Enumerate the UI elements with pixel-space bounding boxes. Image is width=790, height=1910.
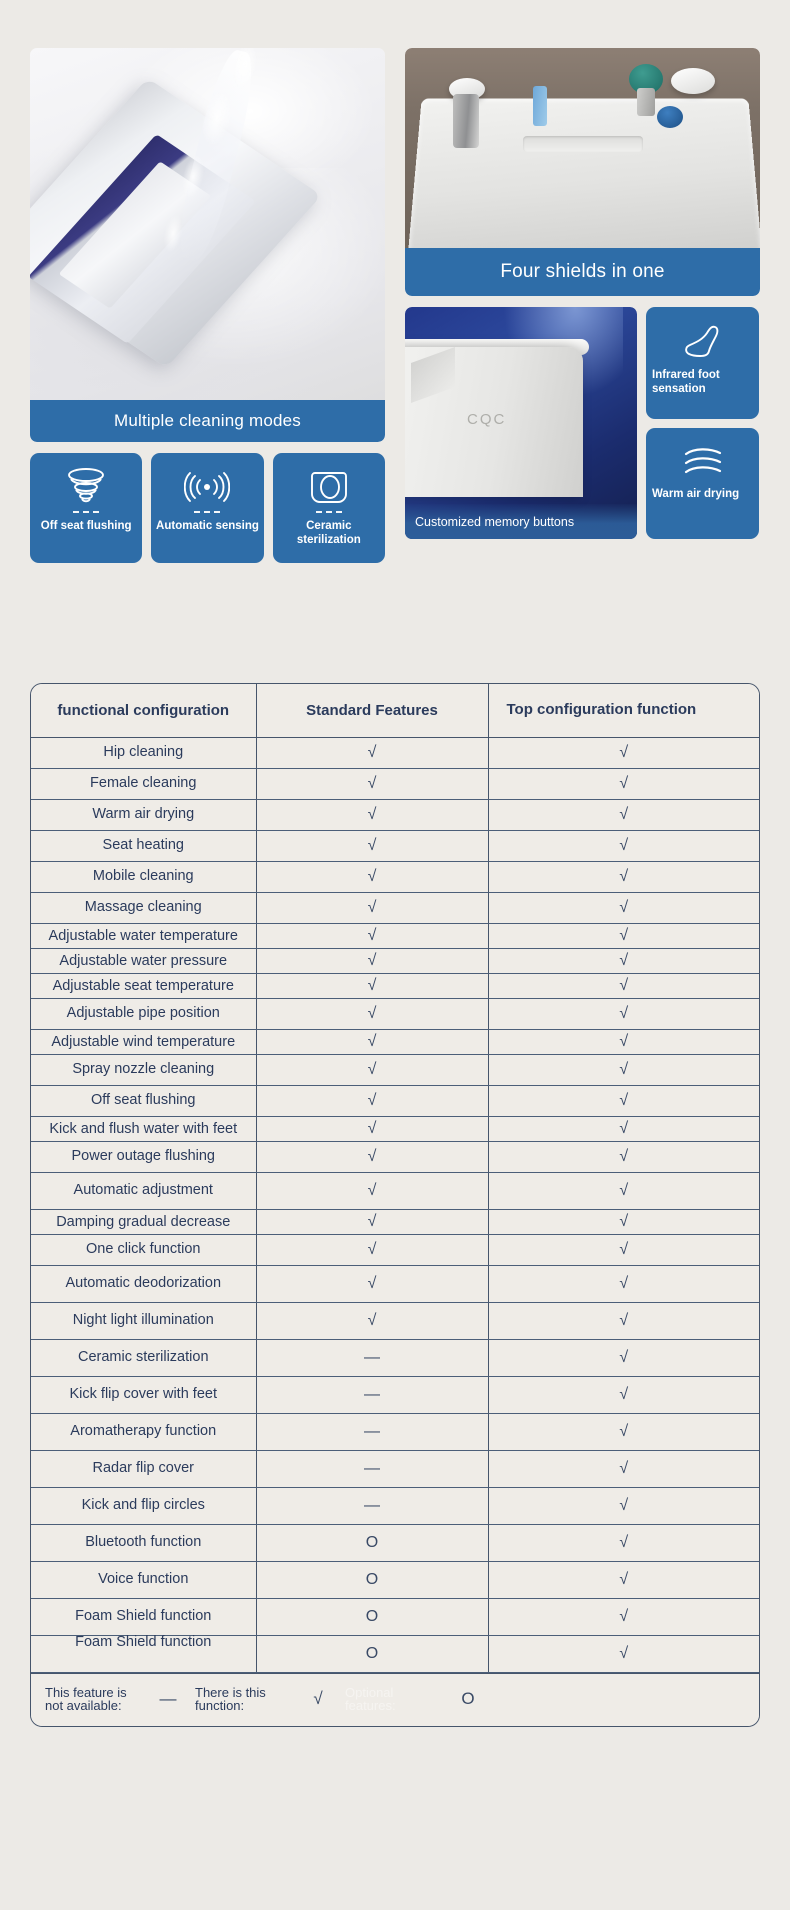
gallery-right-lower — [405, 307, 760, 539]
cell-top-configuration-mark: √ — [488, 892, 759, 923]
valve-body-left — [453, 94, 479, 148]
table-row — [31, 1302, 759, 1339]
cell-feature-name: Adjustable seat temperature — [31, 973, 256, 998]
comparison-table — [31, 684, 759, 1673]
foot-icon — [679, 321, 727, 368]
cell-feature-name: One click function — [31, 1234, 256, 1265]
cell-standard-feature-mark: — — [256, 1339, 488, 1376]
cell-top-configuration-mark: √ — [488, 768, 759, 799]
cell-standard-feature-mark: √ — [256, 1029, 488, 1054]
cell-feature-name: Automatic adjustment — [31, 1172, 256, 1209]
table-legend — [31, 1673, 759, 1726]
cell-top-configuration-mark: √ — [488, 948, 759, 973]
cell-top-configuration-mark: √ — [488, 1085, 759, 1116]
cell-top-configuration-mark: √ — [488, 1172, 759, 1209]
tile-divider — [73, 511, 99, 513]
caption-four-shields-in-one: Four shields in one — [405, 248, 760, 296]
gallery-left-column — [30, 48, 385, 563]
photo-multiple-cleaning-modes — [30, 48, 385, 400]
cell-standard-feature-mark: O — [256, 1598, 488, 1635]
cell-standard-feature-mark: √ — [256, 1054, 488, 1085]
cell-feature-name: Foam Shield function — [31, 1598, 256, 1635]
table-row — [31, 799, 759, 830]
cell-top-configuration-mark: √ — [488, 830, 759, 861]
legend-label-unavailable: This feature is not available: — [45, 1684, 127, 1713]
tile-label-ceramic-sterilization: Ceramic sterilization — [296, 520, 361, 547]
cell-top-configuration-mark: √ — [488, 1302, 759, 1339]
cell-standard-feature-mark: — — [256, 1487, 488, 1524]
toilet-seat-icon — [308, 465, 350, 509]
cell-standard-feature-mark: √ — [256, 1172, 488, 1209]
tile-automatic-sensing[interactable] — [151, 453, 263, 563]
cell-feature-name-text: Foam Shield function — [75, 1634, 212, 1651]
cell-feature-name: Kick and flip circles — [31, 1487, 256, 1524]
table-row — [31, 1054, 759, 1085]
cell-standard-feature-mark: √ — [256, 1116, 488, 1141]
cell-top-configuration-mark: √ — [488, 1487, 759, 1524]
cqc-emboss-text: CQC — [467, 411, 507, 428]
table-row — [31, 1209, 759, 1234]
legend-label-optional: Optional features: — [345, 1684, 396, 1713]
air-waves-icon — [678, 442, 728, 487]
tile-label-infrared-foot-sensation: Infrared foot sensation — [652, 369, 720, 396]
feature-tiles-right — [646, 307, 759, 539]
cell-standard-feature-mark: √ — [256, 1209, 488, 1234]
cell-standard-feature-mark: √ — [256, 768, 488, 799]
cell-top-configuration-mark: √ — [488, 1561, 759, 1598]
cell-top-configuration-mark: √ — [488, 1029, 759, 1054]
photo-four-shields-in-one — [405, 48, 760, 248]
wave-sensor-icon — [184, 465, 230, 509]
cell-standard-feature-mark: √ — [256, 1302, 488, 1339]
caption-multiple-cleaning-modes: Multiple cleaning modes — [30, 400, 385, 442]
card-customized-memory-buttons — [405, 307, 637, 539]
tile-label-automatic-sensing: Automatic sensing — [156, 520, 259, 532]
cell-feature-name: Adjustable water pressure — [31, 948, 256, 973]
cell-feature-name: Aromatherapy function — [31, 1413, 256, 1450]
table-row — [31, 1085, 759, 1116]
legend-label-included: There is this function: — [195, 1684, 266, 1713]
table-row — [31, 998, 759, 1029]
valve-rod-blue — [533, 86, 547, 126]
cell-standard-feature-mark: — — [256, 1413, 488, 1450]
cell-feature-name: Adjustable water temperature — [31, 923, 256, 948]
table-row — [31, 1141, 759, 1172]
vortex-flush-icon — [63, 465, 109, 509]
cell-standard-feature-mark: √ — [256, 973, 488, 998]
feature-tiles-left — [30, 453, 385, 563]
table-row — [31, 892, 759, 923]
cell-feature-name: Female cleaning — [31, 768, 256, 799]
cell-standard-feature-mark: √ — [256, 1265, 488, 1302]
feature-comparison-table — [30, 683, 760, 1727]
cell-top-configuration-mark: √ — [488, 923, 759, 948]
table-row — [31, 1598, 759, 1635]
card-multiple-cleaning-modes — [30, 48, 385, 442]
cell-feature-name: Off seat flushing — [31, 1085, 256, 1116]
table-row — [31, 1524, 759, 1561]
legend-item-included — [195, 1686, 345, 1712]
cell-top-configuration-mark: √ — [488, 1209, 759, 1234]
cell-standard-feature-mark: — — [256, 1376, 488, 1413]
table-row — [31, 1376, 759, 1413]
table-row — [31, 768, 759, 799]
cell-standard-feature-mark: √ — [256, 861, 488, 892]
cell-standard-feature-mark: O — [256, 1561, 488, 1598]
cell-top-configuration-mark: √ — [488, 1598, 759, 1635]
cell-top-configuration-mark: √ — [488, 1234, 759, 1265]
cell-top-configuration-mark: √ — [488, 973, 759, 998]
cell-feature-name: Kick flip cover with feet — [31, 1376, 256, 1413]
cell-top-configuration-mark: √ — [488, 861, 759, 892]
tile-label-warm-air-drying: Warm air drying — [652, 488, 740, 500]
table-row — [31, 1234, 759, 1265]
legend-symbol-included: √ — [313, 1688, 323, 1708]
cell-feature-name: Massage cleaning — [31, 892, 256, 923]
card-customized-memory-buttons-wrap — [405, 307, 637, 539]
valve-cap-blue — [657, 106, 683, 128]
table-row — [31, 737, 759, 768]
cell-feature-name: Warm air drying — [31, 799, 256, 830]
legend-item-unavailable — [45, 1686, 195, 1712]
cell-top-configuration-mark: √ — [488, 1054, 759, 1085]
table-row — [31, 948, 759, 973]
valve-cap-white-right — [671, 68, 715, 94]
tile-divider — [316, 511, 342, 513]
table-row — [31, 1635, 759, 1672]
cell-feature-name: Ceramic sterilization — [31, 1339, 256, 1376]
table-row — [31, 1413, 759, 1450]
cell-feature-name: Hip cleaning — [31, 737, 256, 768]
tile-warm-air-drying[interactable] — [646, 428, 759, 539]
cell-feature-name: Spray nozzle cleaning — [31, 1054, 256, 1085]
cell-feature-name: Voice function — [31, 1561, 256, 1598]
table-row — [31, 1487, 759, 1524]
cell-feature-name: Automatic deodorization — [31, 1265, 256, 1302]
cell-standard-feature-mark: √ — [256, 799, 488, 830]
cell-top-configuration-mark: √ — [488, 1635, 759, 1672]
table-head — [31, 684, 759, 737]
tile-label-off-seat-flushing: Off seat flushing — [40, 520, 132, 532]
cell-standard-feature-mark: √ — [256, 737, 488, 768]
cell-standard-feature-mark: — — [256, 1450, 488, 1487]
table-row — [31, 1116, 759, 1141]
table-row — [31, 1339, 759, 1376]
cell-feature-name: Power outage flushing — [31, 1141, 256, 1172]
table-body — [31, 737, 759, 1672]
tile-infrared-foot-sensation[interactable] — [646, 307, 759, 419]
card-four-shields-in-one — [405, 48, 760, 296]
cell-standard-feature-mark: O — [256, 1524, 488, 1561]
cell-top-configuration-mark: √ — [488, 1524, 759, 1561]
table-row — [31, 1265, 759, 1302]
table-row — [31, 861, 759, 892]
cell-feature-name: Damping gradual decrease — [31, 1209, 256, 1234]
legend-symbol-unavailable: — — [159, 1688, 177, 1708]
legend-symbol-optional: O — [461, 1688, 475, 1708]
table-row — [31, 1561, 759, 1598]
table-row — [31, 1029, 759, 1054]
valve-body-right — [637, 88, 655, 116]
header-functional-configuration: functional configuration — [31, 684, 256, 737]
cell-standard-feature-mark: √ — [256, 1141, 488, 1172]
cell-top-configuration-mark: √ — [488, 1116, 759, 1141]
cell-standard-feature-mark: √ — [256, 923, 488, 948]
cell-feature-name: Night light illumination — [31, 1302, 256, 1339]
cell-top-configuration-mark: √ — [488, 1141, 759, 1172]
cell-feature-name: Mobile cleaning — [31, 861, 256, 892]
cell-top-configuration-mark: √ — [488, 799, 759, 830]
cell-feature-name — [31, 1635, 256, 1672]
cell-feature-name: Radar flip cover — [31, 1450, 256, 1487]
cell-feature-name: Adjustable wind temperature — [31, 1029, 256, 1054]
cell-feature-name: Adjustable pipe position — [31, 998, 256, 1029]
tile-ceramic-sterilization[interactable] — [273, 453, 385, 563]
cell-feature-name: Bluetooth function — [31, 1524, 256, 1561]
table-row — [31, 923, 759, 948]
cell-top-configuration-mark: √ — [488, 1265, 759, 1302]
legend-item-optional — [345, 1686, 495, 1712]
cell-standard-feature-mark: √ — [256, 1085, 488, 1116]
cistern-slot-shape — [523, 136, 643, 152]
tile-divider — [194, 511, 220, 513]
cell-top-configuration-mark: √ — [488, 1339, 759, 1376]
cell-top-configuration-mark: √ — [488, 1413, 759, 1450]
header-standard-features: Standard Features — [256, 684, 488, 737]
cell-top-configuration-mark: √ — [488, 998, 759, 1029]
cell-top-configuration-mark: √ — [488, 1450, 759, 1487]
cell-standard-feature-mark: √ — [256, 948, 488, 973]
cell-top-configuration-mark: √ — [488, 737, 759, 768]
table-row — [31, 1172, 759, 1209]
table-row — [31, 973, 759, 998]
table-header-row — [31, 684, 759, 737]
cell-feature-name: Seat heating — [31, 830, 256, 861]
gallery-right-column — [405, 48, 760, 539]
cell-standard-feature-mark: √ — [256, 830, 488, 861]
tile-off-seat-flushing[interactable] — [30, 453, 142, 563]
table-row — [31, 830, 759, 861]
caption-customized-memory-buttons: Customized memory buttons — [405, 504, 637, 539]
image-gallery — [30, 48, 760, 638]
photo-customized-memory-buttons — [405, 307, 637, 539]
cell-standard-feature-mark: √ — [256, 1234, 488, 1265]
cell-top-configuration-mark: √ — [488, 1376, 759, 1413]
cell-standard-feature-mark: O — [256, 1635, 488, 1672]
table-row — [31, 1450, 759, 1487]
cell-feature-name: Kick and flush water with feet — [31, 1116, 256, 1141]
header-top-configuration-function: Top configuration function — [488, 684, 759, 737]
cell-standard-feature-mark: √ — [256, 892, 488, 923]
cell-standard-feature-mark: √ — [256, 998, 488, 1029]
